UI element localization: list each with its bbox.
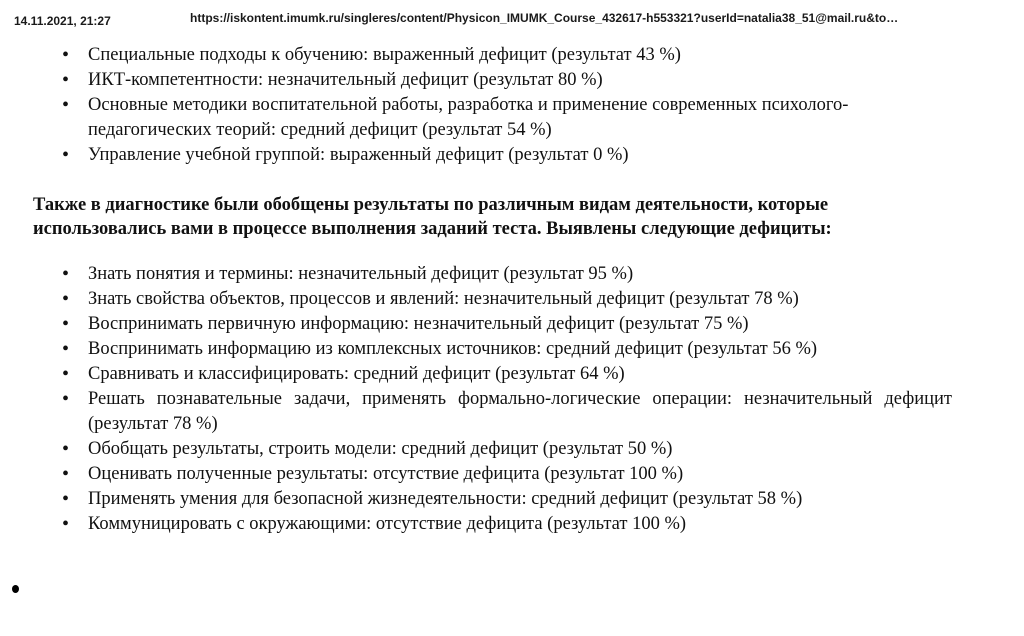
activity-item: • Решать познавательные задачи, применять формально-логические операции: незначительный дефицит (результат 78 %) (62, 387, 952, 437)
competency-item: • Управление учебной группой: выраженный дефицит (результат 0 %) (62, 143, 962, 168)
competency-item: • ИКТ-компетентности: незначительный дефицит (результат 80 %) (62, 68, 962, 93)
print-header (14, 11, 1014, 34)
activity-item: • Воспринимать информацию из комплексных источников: средний дефицит (результат 56 %) (62, 337, 962, 362)
activity-deficit-list (62, 262, 962, 537)
activity-item: • Применять умения для безопасной жизнедеятельности: средний дефицит (результат 58 %) (62, 487, 962, 512)
activity-summary-paragraph: Также в диагностике были обобщены результаты по различным видам деятельности, которые использовались вами в процессе выполнения заданий теста. Выявлены следующие дефициты: (33, 195, 832, 239)
activity-item: • Обобщать результаты, строить модели: средний дефицит (результат 50 %) (62, 437, 962, 462)
print-datetime: 14.11.2021, 21:27 (14, 14, 111, 28)
activity-item: • Сравнивать и классифицировать: средний дефицит (результат 64 %) (62, 362, 962, 387)
activity-item: • Знать понятия и термины: незначительный дефицит (результат 95 %) (62, 262, 962, 287)
scan-artifact-dot (12, 585, 19, 593)
print-url: https://iskontent.imumk.ru/singleres/content/Physicon_IMUMK_Course_432617-h553321?userId=natalia38_51@mail.ru&to… (190, 11, 899, 25)
competency-deficit-list (62, 43, 962, 168)
activity-item: • Воспринимать первичную информацию: незначительный дефицит (результат 75 %) (62, 312, 962, 337)
activity-item: • Оценивать полученные результаты: отсутствие дефицита (результат 100 %) (62, 462, 962, 487)
activity-item: • Знать свойства объектов, процессов и явлений: незначительный дефицит (результат 78 %) (62, 287, 962, 312)
activity-item: • Коммуницировать с окружающими: отсутствие дефицита (результат 100 %) (62, 512, 962, 537)
competency-item: • Основные методики воспитательной работы, разработка и применение современных психолого-педагогических теорий: средний дефицит (результат 54 %) (62, 93, 958, 143)
competency-item: • Специальные подходы к обучению: выраженный дефицит (результат 43 %) (62, 43, 962, 68)
